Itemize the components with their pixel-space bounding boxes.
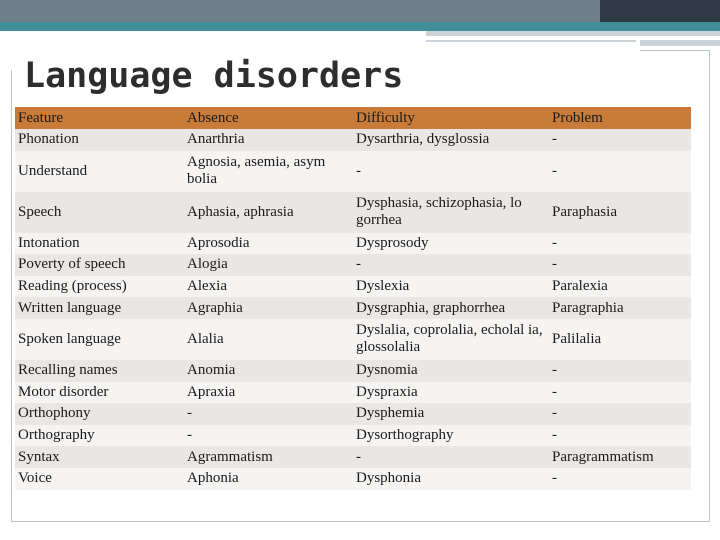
table-cell: - xyxy=(552,131,557,148)
disorders-table xyxy=(15,107,691,490)
table-cell: Agrammatism xyxy=(187,448,273,465)
table-cell: Voice xyxy=(18,470,52,487)
table-row xyxy=(15,468,691,490)
table-cell: Aphonia xyxy=(187,470,239,487)
slide-decor-line xyxy=(426,40,636,42)
table-cell: Phonation xyxy=(18,131,79,148)
table-cell: Agnosia, asemia, asym bolia xyxy=(187,154,326,188)
table-row xyxy=(15,382,691,404)
slide-top-bar-accent xyxy=(600,0,720,22)
table-cell: Motor disorder xyxy=(18,383,109,400)
table-cell: Paragraphia xyxy=(552,299,624,316)
table-row xyxy=(15,151,691,192)
table-cell: - xyxy=(552,234,557,251)
table-cell: - xyxy=(552,470,557,487)
table-cell: Dysnomia xyxy=(356,362,418,379)
table-cell: Understand xyxy=(18,162,88,179)
slide-decor-line xyxy=(640,40,720,46)
table-cell: Alexia xyxy=(187,278,227,295)
table-cell: Paralexia xyxy=(552,278,608,295)
table-cell: - xyxy=(552,362,557,379)
table-row xyxy=(15,319,691,360)
table-cell: Dysgraphia, graphorrhea xyxy=(356,299,506,316)
table-cell: Dysphemia xyxy=(356,405,425,422)
slide-frame-left xyxy=(11,70,12,522)
table-cell: Dysarthria, dysglossia xyxy=(356,131,490,148)
table-cell-text: Aphasia, aphrasia xyxy=(187,203,294,220)
table-cell: Intonation xyxy=(18,234,80,251)
table-header-row xyxy=(15,107,691,129)
table-cell: Dysorthography xyxy=(356,427,454,444)
table-row xyxy=(15,233,691,255)
table-cell: Dyslexia xyxy=(356,278,410,295)
table-cell: Agraphia xyxy=(187,299,243,316)
table-cell xyxy=(184,192,353,233)
table-cell: Reading (process) xyxy=(18,278,127,295)
table-cell: Dyslalia, coprolalia, echolal ia, glossolalia xyxy=(356,322,543,356)
header-cell-feature: Feature xyxy=(18,109,63,126)
slide-frame-top xyxy=(640,50,710,51)
table-cell: - xyxy=(552,427,557,444)
table-cell: Dyspraxia xyxy=(356,383,418,400)
slide-decor-line xyxy=(426,31,720,36)
header-cell-absence: Absence xyxy=(187,109,239,126)
table-cell: Spoken language xyxy=(18,330,121,347)
table-row xyxy=(15,446,691,468)
table-cell: - xyxy=(552,162,557,179)
table-row xyxy=(15,425,691,447)
slide-title: Language disorders xyxy=(24,56,404,96)
header-cell-difficulty: Difficulty xyxy=(356,109,415,126)
slide-frame-bottom xyxy=(11,521,710,522)
table-cell: Recalling names xyxy=(18,362,118,379)
table-cell: Written language xyxy=(18,299,122,316)
table-row xyxy=(15,403,691,425)
table-cell: Dysprosody xyxy=(356,234,429,251)
table-cell: Aprosodia xyxy=(187,234,250,251)
table-cell: - xyxy=(356,162,361,179)
table-cell: Speech xyxy=(18,203,62,220)
table-cell: Poverty of speech xyxy=(18,256,126,273)
table-row xyxy=(15,254,691,276)
table-row xyxy=(15,360,691,382)
table-cell: Orthophony xyxy=(18,405,91,422)
table-cell: Dysphasia, schizophasia, lo gorrhea xyxy=(356,195,522,229)
slide-frame-right xyxy=(709,50,710,522)
header-cell-problem: Problem xyxy=(552,109,603,126)
table-row xyxy=(15,192,691,233)
table-cell: Paragrammatism xyxy=(552,448,654,465)
table-row xyxy=(15,276,691,298)
slide-teal-stripe xyxy=(0,22,720,31)
table-cell: Apraxia xyxy=(187,383,236,400)
table-cell: Anarthria xyxy=(187,131,245,148)
table-cell: Palilalia xyxy=(552,330,602,347)
table-cell: Paraphasia xyxy=(552,203,617,220)
table-cell: - xyxy=(552,256,557,273)
table-cell: - xyxy=(552,405,557,422)
table-cell: Syntax xyxy=(18,448,60,465)
table-cell: Alalia xyxy=(187,330,224,347)
table-row xyxy=(15,297,691,319)
table-cell: - xyxy=(552,383,557,400)
table-cell: - xyxy=(356,256,361,273)
table-cell: Dysphonia xyxy=(356,470,421,487)
table-cell: - xyxy=(356,448,361,465)
table-cell: - xyxy=(187,427,192,444)
table-cell: - xyxy=(187,405,192,422)
table-row xyxy=(15,129,691,151)
table-cell: Alogia xyxy=(187,256,228,273)
table-cell: Orthography xyxy=(18,427,95,444)
table-cell: Anomia xyxy=(187,362,236,379)
